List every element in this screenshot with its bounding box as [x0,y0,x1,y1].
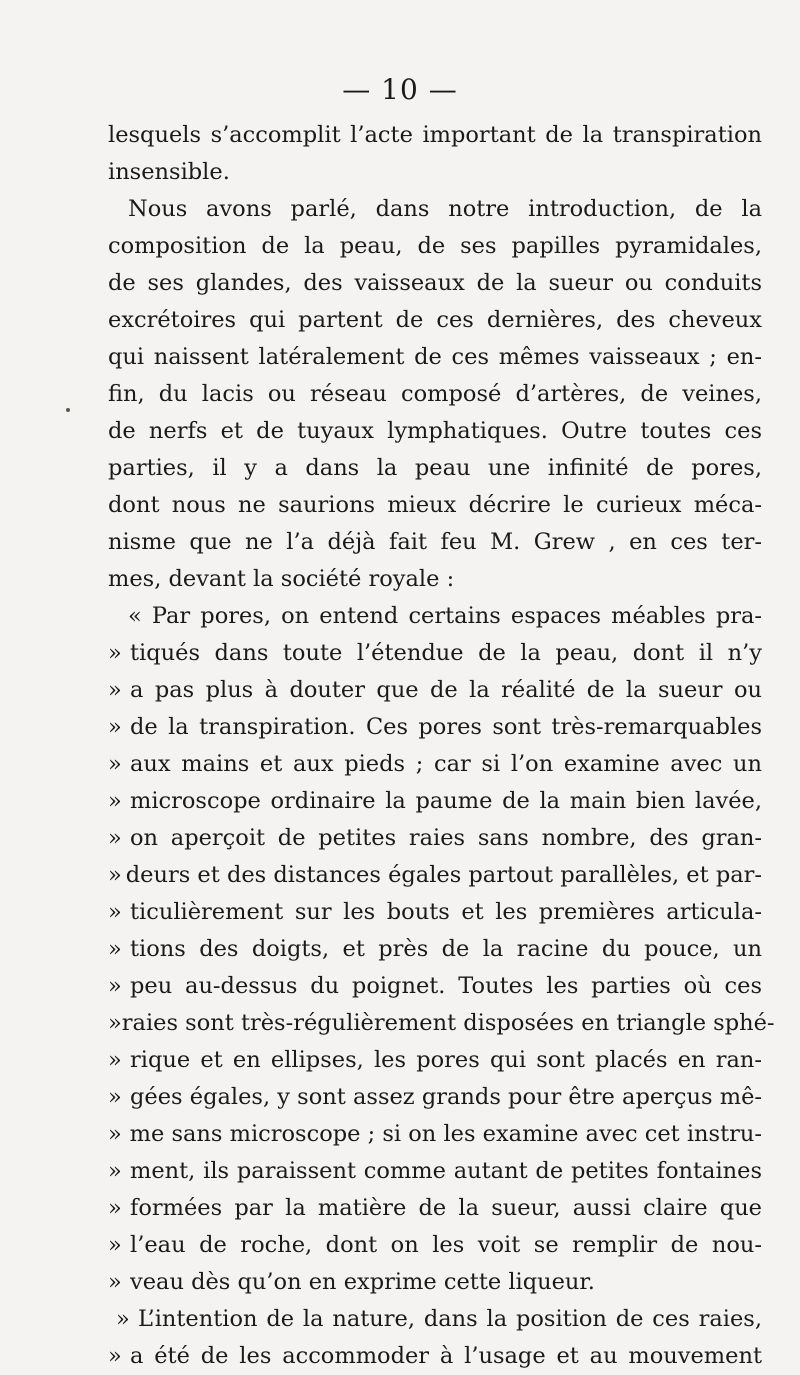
text-line [108,1227,762,1264]
line-text: a été de les accommoder à l’usage et au mouvement [130,1343,762,1369]
text-line [108,598,762,635]
text-line [108,1190,762,1227]
text-line [108,191,762,228]
quote-continuation-mark: » [108,1343,122,1369]
quote-continuation-mark: » [108,677,122,703]
text-line [108,1079,762,1116]
line-text: raies sont très-régulièrement disposées en triangle sphé- [121,1010,775,1036]
quote-continuation-mark: » [108,714,122,740]
quote-continuation-mark: » [108,1047,122,1073]
line-text: dont nous ne saurions mieux décrire le curieux méca- [108,492,762,518]
text-line [108,487,762,524]
line-text: Nous avons parlé, dans notre introduction, de la [128,196,762,222]
text-line [108,968,762,1005]
quote-continuation-mark: » [108,1158,122,1184]
line-text: on aperçoit de petites raies sans nombre, des gran- [130,825,762,851]
text-line [108,1301,762,1338]
text-line [108,154,762,191]
text-line [108,746,762,783]
text-line [108,265,762,302]
body-text [108,117,775,1375]
quote-continuation-mark: » [108,1121,122,1147]
line-text: insensible. [108,159,230,185]
line-text: veau dès qu’on en exprime cette liqueur. [130,1269,595,1295]
page-number: — 10 — [342,73,458,106]
text-line [108,820,762,857]
text-line [108,450,762,487]
quote-continuation-mark: » [108,1195,122,1221]
text-line [108,894,762,931]
line-text: de la transpiration. Ces pores sont très-remarquables [130,714,762,740]
line-text: qui naissent latéralement de ces mêmes vaisseaux ; en- [108,344,762,370]
text-line [108,857,762,894]
line-text: gées égales, y sont assez grands pour être aperçus mê- [130,1084,762,1110]
text-line [108,931,762,968]
quote-continuation-mark: » [108,973,122,999]
line-text: composition de la peau, de ses papilles pyramidales, [108,233,762,259]
text-line [108,561,762,598]
text-line [108,709,762,746]
line-text: a pas plus à douter que de la réalité de la sueur ou [130,677,762,703]
line-text: de nerfs et de tuyaux lymphatiques. Outre toutes ces [108,418,762,444]
text-line [108,1338,762,1375]
line-text: lesquels s’accomplit l’acte important de la transpiration [108,122,762,148]
quote-continuation-mark: » [108,1084,122,1110]
quote-continuation-mark: » [108,825,122,851]
text-line [108,1005,775,1042]
quote-continuation-mark: » [116,1306,130,1332]
text-line [108,228,762,265]
quote-continuation-mark: » [108,640,122,666]
text-line [108,413,762,450]
text-line [108,524,762,561]
line-text: peu au-dessus du poignet. Toutes les parties où ces [130,973,762,999]
line-text: ment, ils paraissent comme autant de petites fontaines [130,1158,762,1184]
quote-continuation-mark: » [108,1269,122,1295]
text-line [108,1116,762,1153]
line-text: tiqués dans toute l’étendue de la peau, dont il n’y [130,640,762,666]
line-text: formées par la matière de la sueur, aussi claire que [130,1195,762,1221]
text-line [108,339,762,376]
quote-continuation-mark: » [108,862,122,888]
text-line [108,376,762,413]
text-line [108,783,762,820]
line-text: l’eau de roche, dont on les voit se remplir de nou- [130,1232,762,1258]
quote-continuation-mark: » [108,788,122,814]
quote-continuation-mark: » [108,899,122,925]
line-text: tions des doigts, et près de la racine du pouce, un [130,936,762,962]
line-text: fin, du lacis ou réseau composé d’artères, de veines, [108,381,762,407]
text-line [108,1153,762,1190]
text-line [108,1042,762,1079]
quote-continuation-mark: » [108,1010,122,1036]
text-line [108,117,762,154]
line-text: ticulièrement sur les bouts et les premières articula- [130,899,762,925]
quote-continuation-mark: » [108,936,122,962]
text-line [108,1264,762,1301]
text-line [108,672,762,709]
text-line [108,302,762,339]
line-text: « Par pores, on entend certains espaces méables pra- [128,603,762,629]
line-text: deurs et des distances égales partout parallèles, et par- [125,862,762,888]
line-text: rique et en ellipses, les pores qui sont placés en ran- [130,1047,762,1073]
line-text: microscope ordinaire la paume de la main bien lavée, [130,788,762,814]
line-text: excrétoires qui partent de ces dernières, des cheveux [108,307,762,333]
line-text: de ses glandes, des vaisseaux de la sueur ou conduits [108,270,762,296]
line-text: me sans microscope ; si on les examine avec cet instru- [129,1121,762,1147]
line-text: mes, devant la société royale : [108,566,455,592]
line-text: aux mains et aux pieds ; car si l’on examine avec un [130,751,762,777]
ink-speck [66,408,70,412]
line-text: parties, il y a dans la peau une infinité de pores, [108,455,762,481]
line-text: nisme que ne l’a déjà fait feu M. Grew , en ces ter- [108,529,762,555]
quote-continuation-mark: » [108,751,122,777]
text-line [108,635,762,672]
quote-continuation-mark: » [108,1232,122,1258]
line-text: L’intention de la nature, dans la position de ces raies, [138,1306,762,1332]
